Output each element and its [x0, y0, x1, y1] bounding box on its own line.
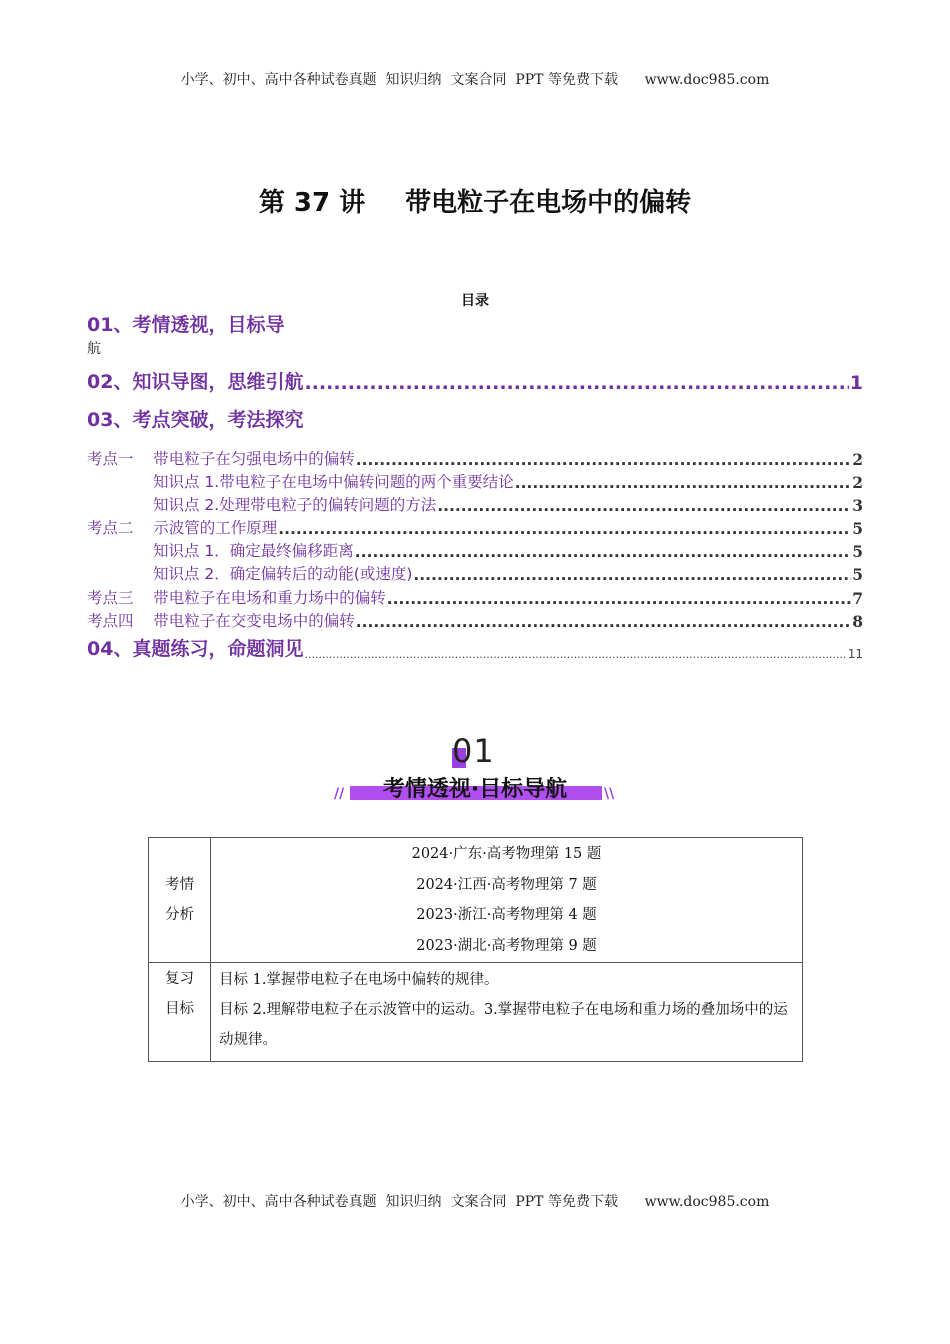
toc-page-number: 7 — [852, 589, 863, 608]
toc-entry-04[interactable] — [87, 634, 863, 661]
toc-entry-label: 04、真题练习，命题洞见 — [87, 638, 304, 660]
table-row — [149, 838, 803, 963]
toc-entry-01[interactable] — [87, 310, 863, 337]
toc-leader-dots — [413, 566, 851, 584]
toc-entry-label: 02、知识导图，思维引航 — [87, 371, 304, 393]
toc-page-number: 1 — [849, 372, 863, 394]
toc-leader-dots — [356, 451, 851, 469]
toc-page-number: 5 — [852, 565, 863, 584]
toc-leader-dots — [304, 372, 848, 394]
toc-entry-label: 01、考情透视，目标导 — [87, 314, 285, 336]
page-title — [0, 182, 950, 219]
toc-leader-dots — [356, 613, 851, 631]
toc-leader-dots — [304, 648, 846, 661]
toc-page-number: 3 — [852, 496, 863, 515]
toc-entry-01-wrapped-text: 航 — [87, 341, 101, 357]
toc-entry-label: 考点四 带电粒子在交变电场中的偏转 — [87, 612, 355, 630]
toc-entry-kaodian-2[interactable] — [87, 516, 863, 538]
exam-source-item: 2023·湖北·高考物理第 9 题 — [416, 937, 597, 954]
badge-number: 01 — [452, 732, 495, 770]
row-label-analysis: 考情 分析 — [149, 838, 211, 963]
toc-leader-dots — [387, 590, 851, 608]
page-header: 小学、初中、高中各种试卷真题 知识归纳 文案合同 PPT 等免费下载 www.doc985.com — [180, 72, 770, 88]
toc-entry-kaodian-1[interactable] — [87, 447, 863, 469]
exam-info-table — [148, 837, 803, 1062]
badge-right-slash: \\ — [604, 786, 615, 802]
exam-source-item: 2023·浙江·高考物理第 4 题 — [416, 907, 597, 923]
exam-source-item: 2024·广东·高考物理第 15 题 — [411, 846, 602, 862]
toc-entry-label: 03、考点突破，考法探究 — [87, 409, 304, 431]
toc-leader-dots — [278, 520, 851, 538]
section-badge — [330, 728, 620, 808]
toc-page-number: 5 — [852, 542, 863, 561]
toc-entry-label: 知识点 1.带电粒子在电场中偏转问题的两个重要结论 — [153, 473, 514, 491]
toc-page-number: 8 — [852, 612, 863, 631]
toc-entry-label: 考点一 带电粒子在匀强电场中的偏转 — [87, 450, 355, 468]
toc-entry-label: 知识点 2．确定偏转后的动能(或速度) — [153, 565, 413, 583]
lecture-number: 第 37 讲 — [258, 188, 366, 218]
toc-entry-kaodian-4[interactable] — [87, 609, 863, 631]
table-row — [149, 963, 803, 1062]
toc-entry-label: 考点二 示波管的工作原理 — [87, 519, 278, 537]
toc-page-number: 11 — [847, 647, 863, 661]
toc-entry-kaodian-3[interactable] — [87, 586, 863, 608]
page-footer: 小学、初中、高中各种试卷真题 知识归纳 文案合同 PPT 等免费下载 www.doc985.com — [180, 1194, 770, 1210]
badge-left-slash: // — [334, 786, 345, 802]
toc-entry-label: 知识点 2.处理带电粒子的偏转问题的方法 — [153, 496, 437, 514]
goal-item: 目标 1.掌握带电粒子在电场中偏转的规律。 — [219, 972, 499, 988]
toc-heading: 目录 — [461, 293, 489, 309]
exam-source-item: 2024·江西·高考物理第 7 题 — [416, 876, 597, 893]
badge-label: 考情透视·目标导航 — [382, 777, 568, 802]
toc-entry-label: 考点三 带电粒子在电场和重力场中的偏转 — [87, 589, 386, 607]
toc-entry-label: 知识点 1．确定最终偏移距离 — [153, 542, 354, 560]
toc-entry-k1-point-1[interactable] — [153, 470, 863, 492]
toc-entry-k2-point-1[interactable] — [153, 539, 863, 561]
toc-leader-dots — [355, 543, 851, 561]
row-label-goals: 复习 目标 — [149, 963, 211, 1062]
goal-item: 目标 2.理解带电粒子在示波管中的运动。3.掌握带电粒子在电场和重力场的叠加场中的运动规律。 — [219, 1002, 788, 1048]
lecture-topic: 带电粒子在电场中的偏转 — [405, 188, 692, 218]
exam-source-list — [211, 838, 803, 963]
toc-leader-dots — [515, 474, 851, 492]
toc-entry-k2-point-2[interactable] — [153, 562, 863, 584]
toc-leader-dots — [437, 497, 851, 515]
toc-entry-k1-point-2[interactable] — [153, 493, 863, 515]
toc-page-number: 2 — [852, 450, 863, 469]
toc-entry-02[interactable] — [87, 367, 863, 394]
toc-page-number: 5 — [852, 519, 863, 538]
toc-entry-03[interactable] — [87, 405, 863, 432]
toc-page-number: 2 — [852, 473, 863, 492]
review-goals — [211, 963, 803, 1062]
